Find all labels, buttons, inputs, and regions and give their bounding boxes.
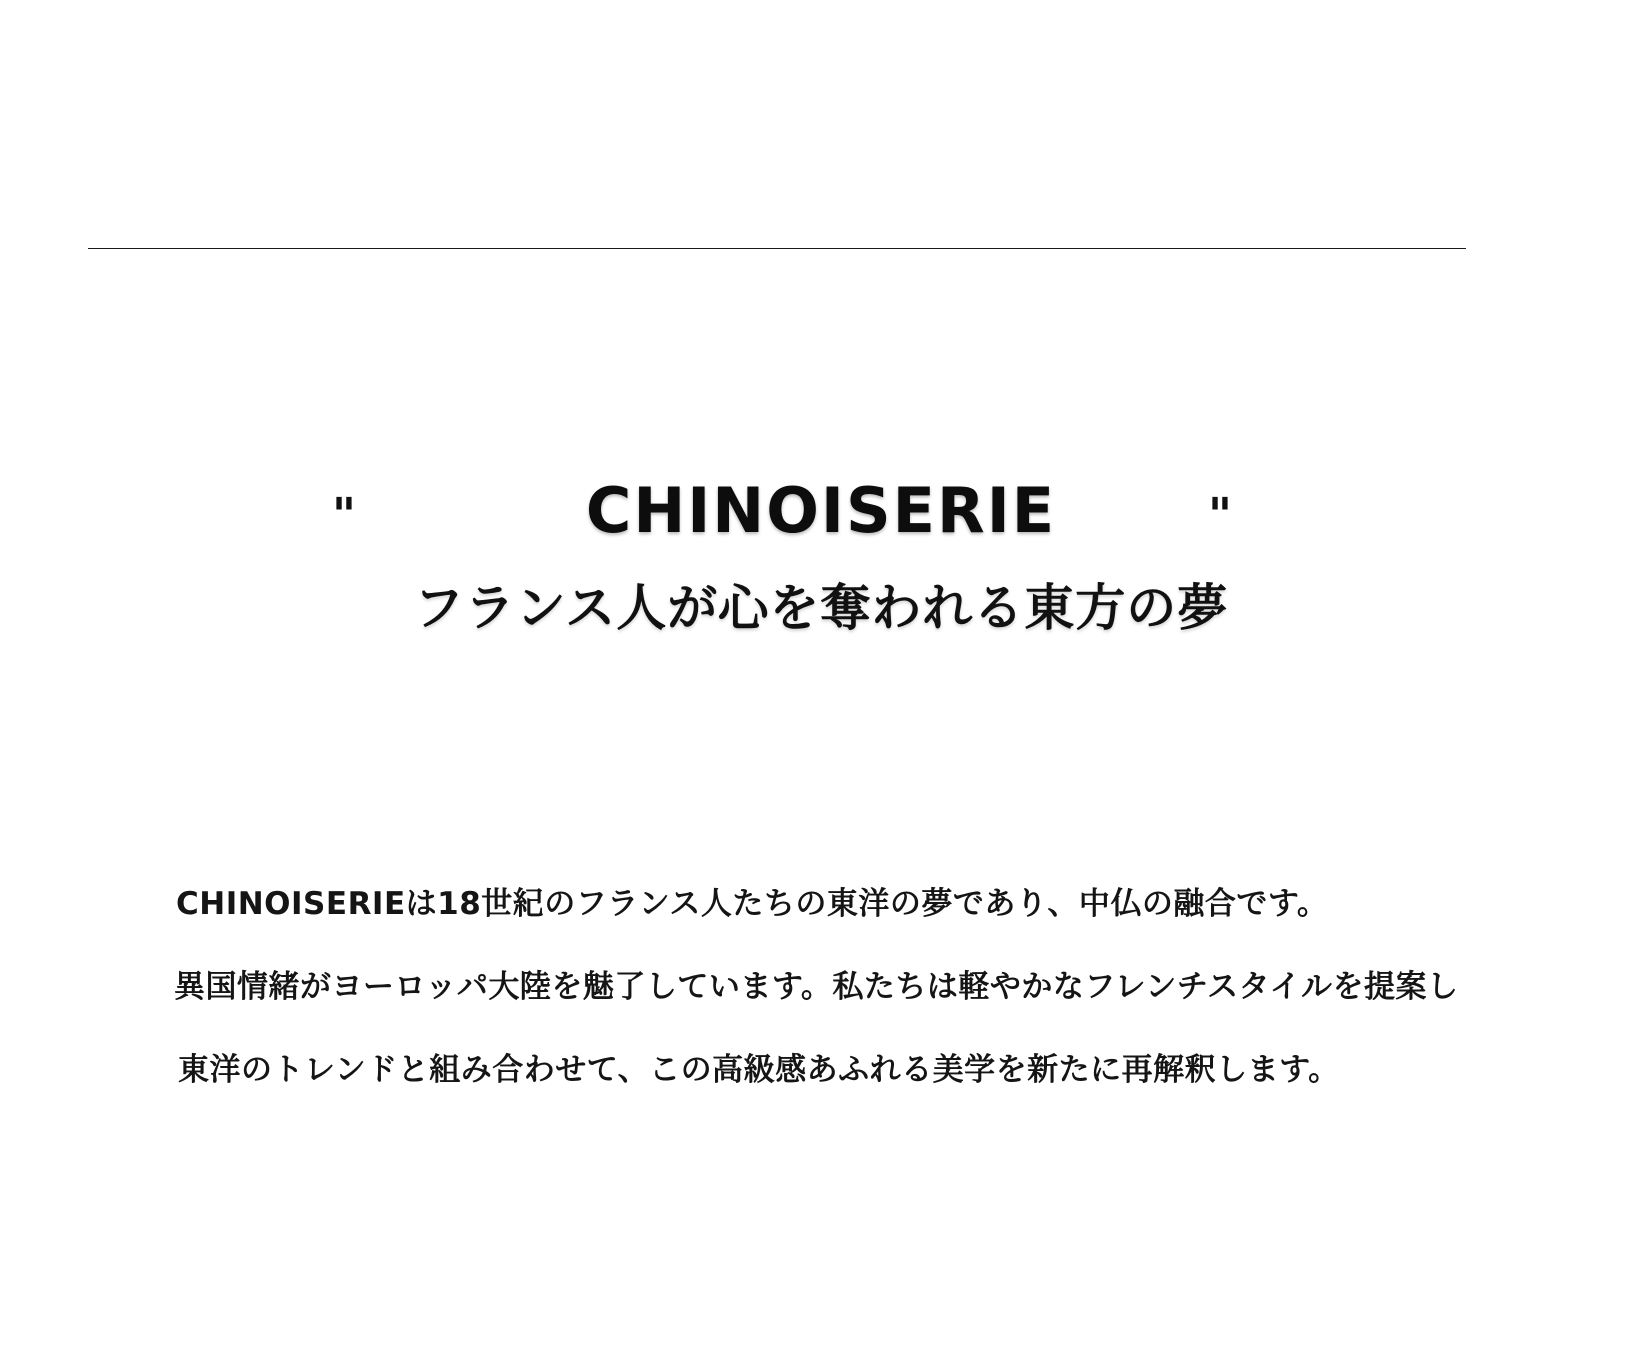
quote-open-icon: ": [332, 488, 352, 542]
quote-close-icon: ": [1208, 488, 1228, 542]
horizontal-rule: [88, 248, 1466, 249]
body-line-2: 異国情緒がヨーロッパ大陸を魅了しています。私たちは軽やかなフレンチスタイルを提案し: [174, 969, 1459, 1005]
body-line-3: 東洋のトレンドと組み合わせて、この高級感あふれる美学を新たに再解釈します。: [178, 1052, 1340, 1088]
body-line-1: CHINOISERIEは18世紀のフランス人たちの東洋の夢であり、中仏の融合です。: [176, 886, 1329, 922]
page-title: CHINOISERIE: [585, 474, 1057, 547]
body-copy: [176, 858, 1642, 1117]
hero-section: [0, 470, 1642, 638]
page-subtitle: フランス人が心を奪われる東方の夢: [413, 579, 1229, 637]
hero-title-row: [0, 470, 1642, 560]
